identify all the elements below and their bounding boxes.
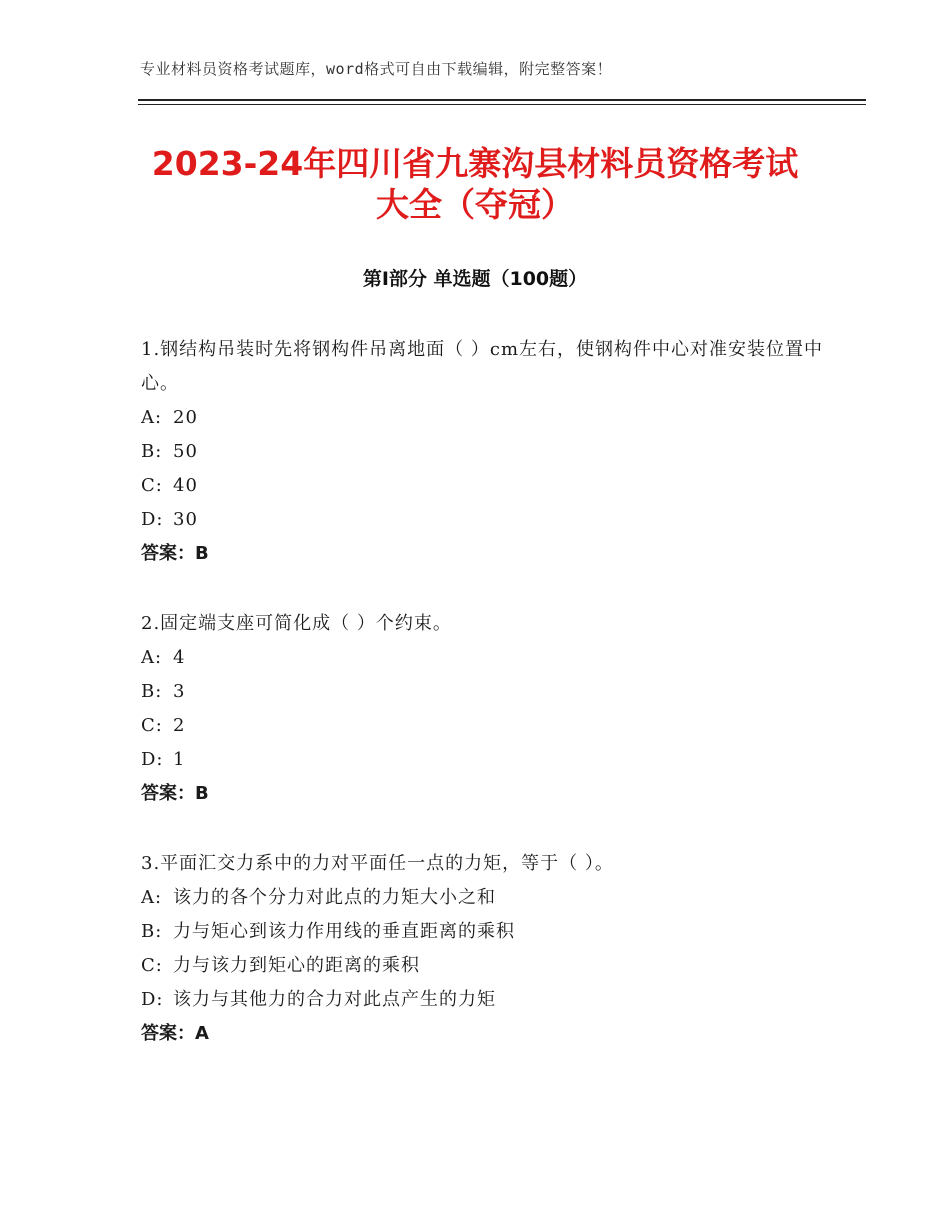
option-b [141, 915, 831, 949]
option-letter: D: [141, 509, 164, 530]
option-letter: A: [141, 887, 163, 908]
document-title-line-2: 大全（夺冠） [376, 185, 574, 224]
option-letter: D: [141, 749, 164, 770]
option-letter: B: [141, 441, 163, 462]
option-b [141, 675, 831, 709]
question-stem: 2.固定端支座可简化成（ ）个约束。 [141, 613, 452, 634]
option-text: 20 [173, 407, 198, 428]
section-title: 第Ⅰ部分 单选题（100题） [362, 268, 588, 290]
option-letter: B: [141, 681, 163, 702]
option-a [141, 881, 831, 915]
option-a [141, 641, 831, 675]
option-d [141, 503, 831, 537]
answer-label: 答案： [141, 543, 195, 564]
answer-line [141, 1017, 831, 1051]
option-letter: A: [141, 647, 163, 668]
question-stem: 3.平面汇交力系中的力对平面任一点的力矩，等于（ ）。 [141, 853, 614, 874]
option-text: 30 [173, 509, 198, 530]
option-letter: B: [141, 921, 163, 942]
option-c [141, 949, 831, 983]
option-text: 力与矩心到该力作用线的垂直距离的乘积 [173, 921, 515, 942]
answer-label: 答案： [141, 783, 195, 804]
option-text: 50 [173, 441, 198, 462]
header-rule-thick [138, 99, 866, 101]
page-header-tagline: 专业材料员资格考试题库，word格式可自由下载编辑，附完整答案！ [140, 60, 613, 78]
option-letter: C: [141, 715, 163, 736]
option-text: 力与该力到矩心的距离的乘积 [173, 955, 420, 976]
question-1 [141, 333, 831, 571]
option-text: 40 [173, 475, 198, 496]
question-3 [141, 847, 831, 1051]
option-text: 该力与其他力的合力对此点产生的力矩 [173, 989, 496, 1010]
option-text: 1 [173, 749, 186, 770]
option-letter: C: [141, 955, 163, 976]
option-a [141, 401, 831, 435]
answer-label: 答案： [141, 1023, 195, 1044]
option-text: 4 [173, 647, 186, 668]
option-letter: D: [141, 989, 164, 1010]
option-d [141, 743, 831, 777]
question-2 [141, 607, 831, 811]
option-text: 3 [173, 681, 186, 702]
document-title-line-1: 2023-24年四川省九寨沟县材料员资格考试 [151, 144, 799, 183]
answer-value: B [195, 543, 209, 564]
answer-line [141, 537, 831, 571]
header-rule-thin [138, 104, 866, 105]
answer-value: B [195, 783, 209, 804]
option-c [141, 469, 831, 503]
question-stem: 1.钢结构吊装时先将钢构件吊离地面（ ）cm左右，使钢构件中心对准安装位置中心。 [141, 339, 824, 394]
option-d [141, 983, 831, 1017]
option-letter: C: [141, 475, 163, 496]
question-list [141, 333, 831, 1087]
option-text: 2 [173, 715, 186, 736]
option-letter: A: [141, 407, 163, 428]
answer-value: A [195, 1023, 209, 1044]
answer-line [141, 777, 831, 811]
document-title [100, 143, 850, 225]
option-c [141, 709, 831, 743]
option-text: 该力的各个分力对此点的力矩大小之和 [173, 887, 496, 908]
option-b [141, 435, 831, 469]
